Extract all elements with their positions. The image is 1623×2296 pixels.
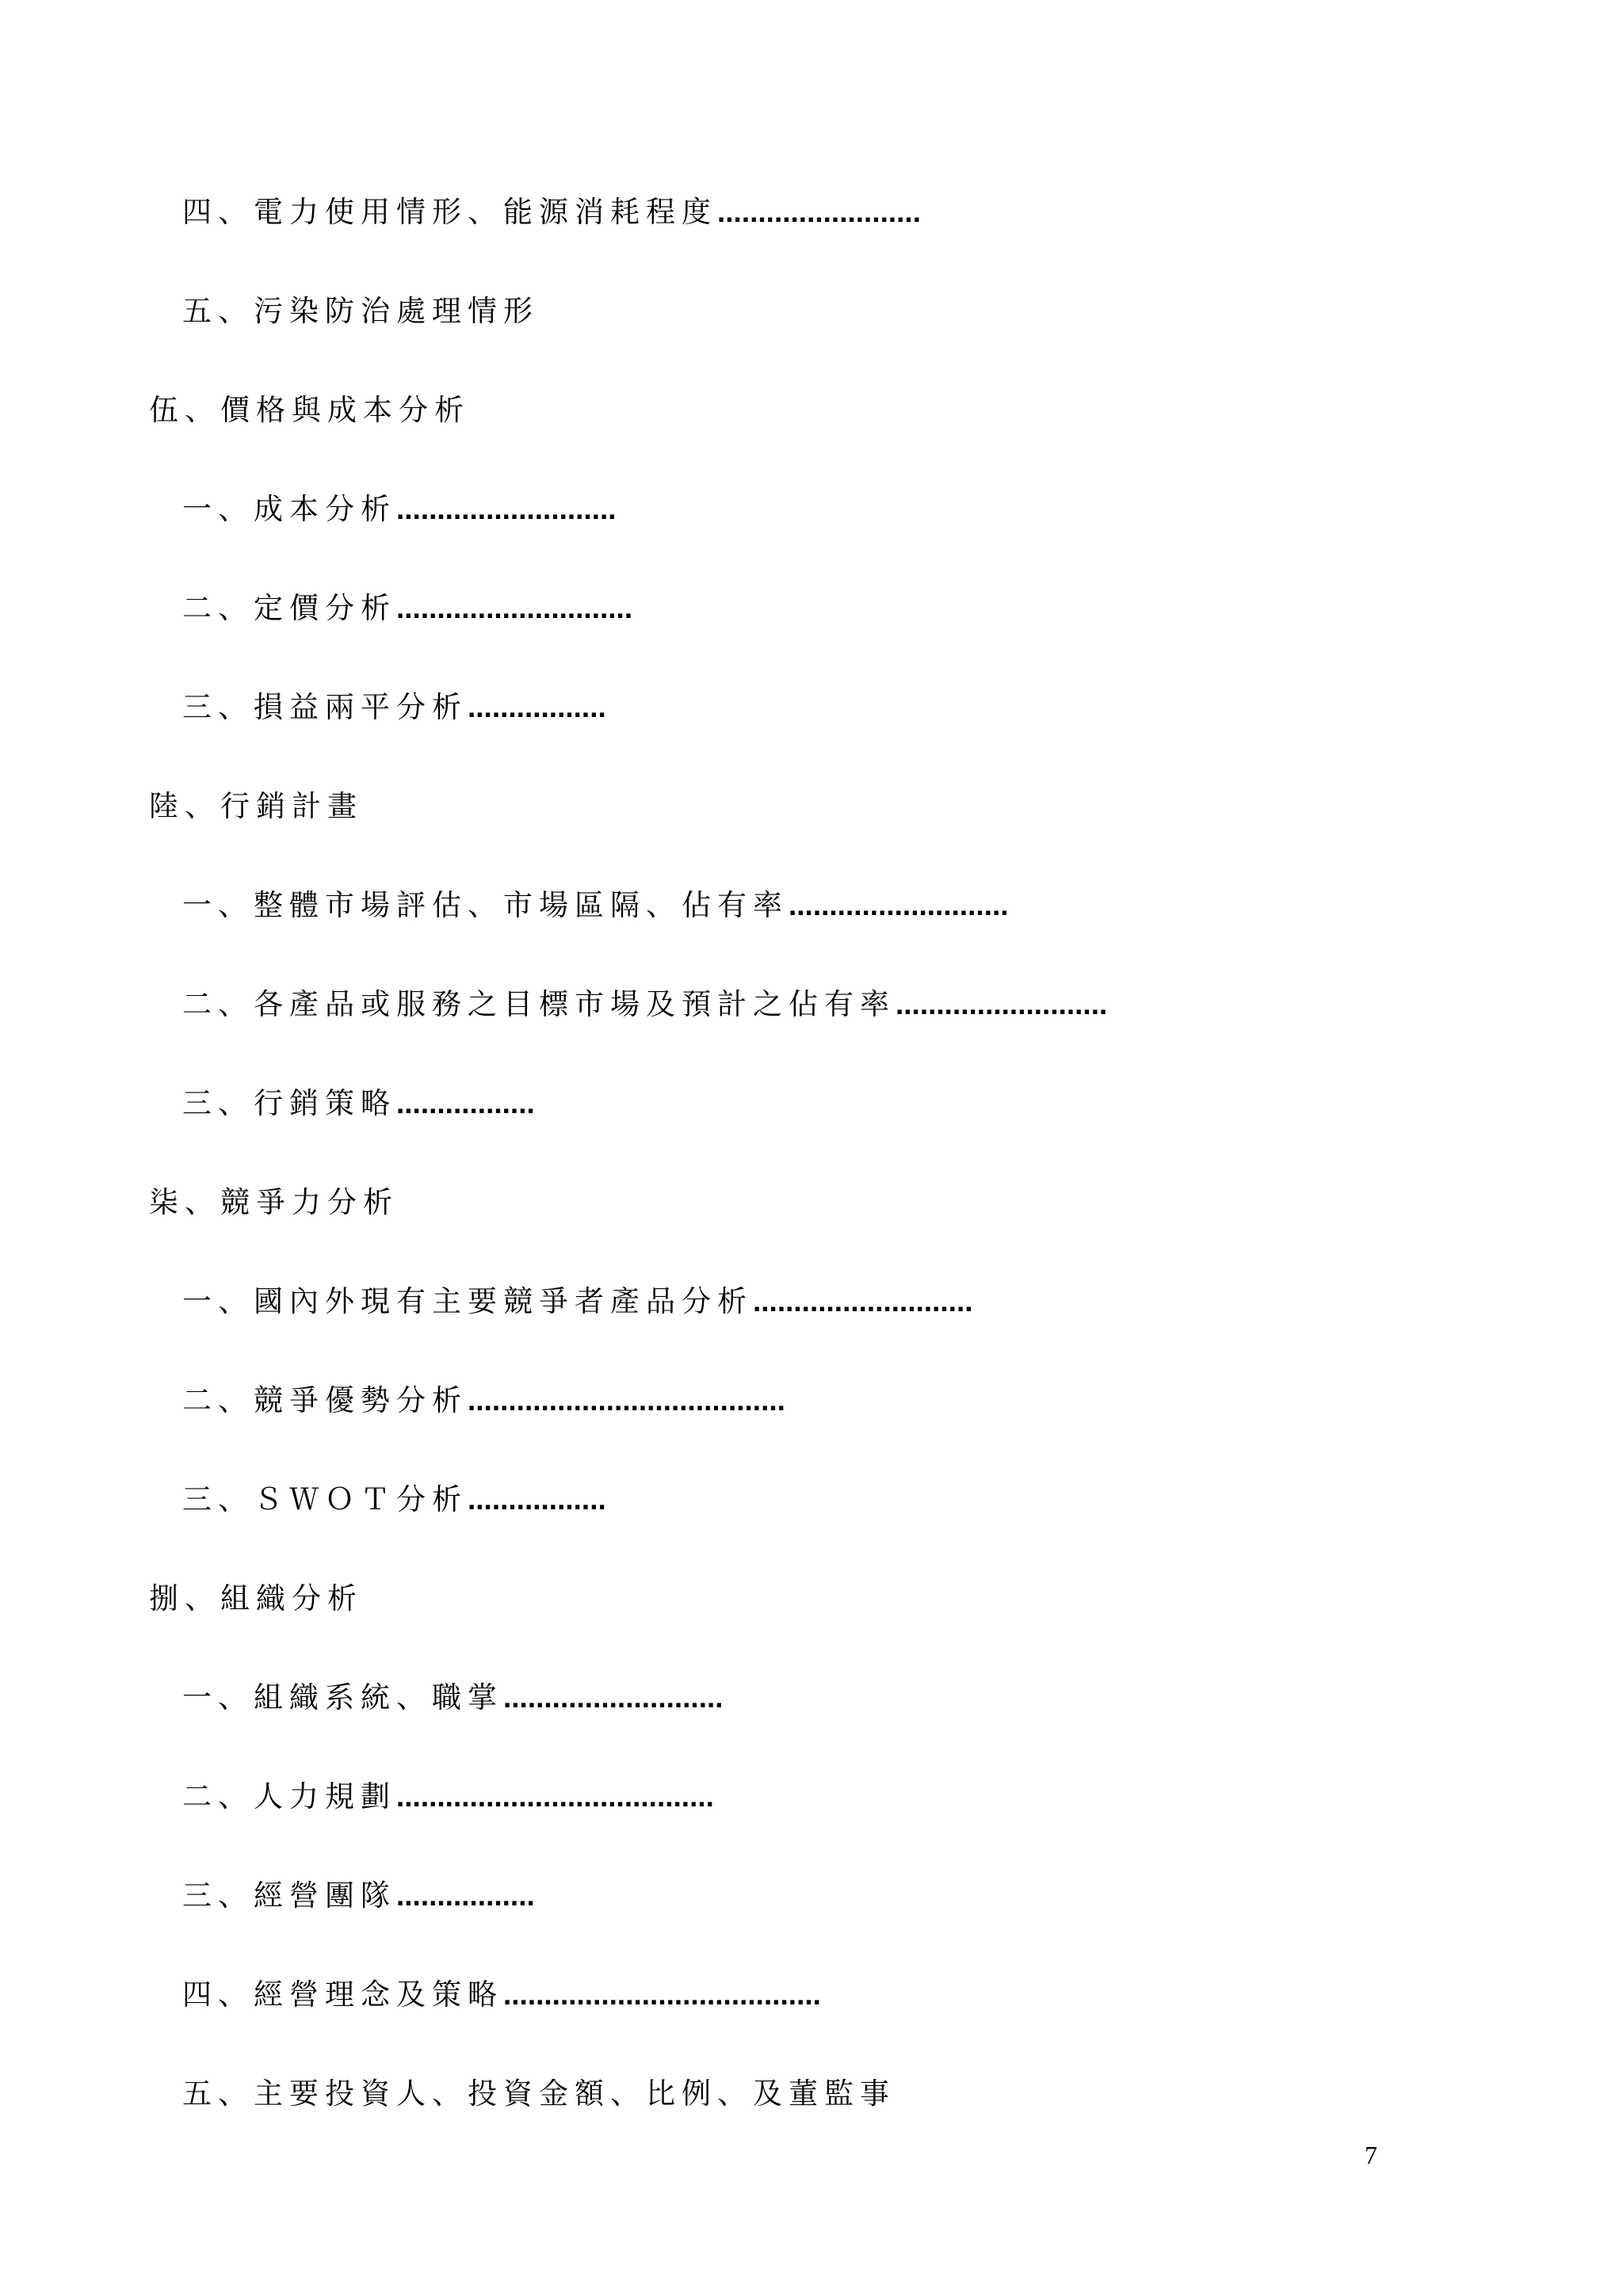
page-number: 7	[1365, 2141, 1377, 2169]
toc-entry-major-investors	[182, 2070, 896, 2118]
toc-leader-dots: .............................	[396, 592, 633, 624]
toc-entry-break-even	[182, 684, 606, 731]
toc-entry-text: 五、污染防治處理情形	[182, 294, 539, 328]
toc-entry-pollution-control	[182, 288, 539, 335]
toc-leader-dots: .......................................	[503, 1978, 821, 2011]
toc-leader-dots: ...........................	[789, 889, 1009, 921]
toc-section-marketing-plan	[149, 783, 363, 830]
toc-leader-dots: .......................................	[468, 1384, 785, 1417]
toc-entry-text: 二、人力規劃	[182, 1779, 396, 1814]
toc-entry-text: 二、各產品或服務之目標市場及預計之佔有率	[182, 987, 896, 1021]
toc-entry-text: 四、經營理念及策略	[182, 1978, 503, 2012]
toc-entry-text: 一、成本分析	[182, 492, 396, 526]
toc-entry-text: 三、經營團隊	[182, 1878, 396, 1913]
toc-entry-power-usage	[182, 189, 921, 236]
toc-entry-manpower-planning	[182, 1773, 714, 1821]
toc-entry-text: 一、整體市場評估、市場區隔、佔有率	[182, 888, 789, 922]
toc-entry-text: 二、定價分析	[182, 591, 396, 625]
toc-entry-swot	[182, 1476, 606, 1524]
toc-leader-dots: .......................................	[396, 1780, 714, 1813]
toc-entry-text: 二、競爭優勢分析	[182, 1383, 468, 1417]
toc-entry-market-assessment	[182, 882, 1009, 929]
toc-leader-dots: ...........................	[753, 1285, 973, 1318]
toc-section-price-cost	[149, 387, 470, 434]
toc-leader-dots: ..........................	[896, 988, 1108, 1020]
toc-entry-text: 三、ＳＷＯＴ分析	[182, 1482, 468, 1516]
toc-entry-cost-analysis	[182, 486, 617, 533]
toc-section-competitiveness	[149, 1179, 399, 1226]
toc-entry-text: 三、行銷策略	[182, 1086, 396, 1120]
toc-leader-dots: .................	[468, 1483, 606, 1516]
toc-entry-text: 三、損益兩平分析	[182, 690, 468, 724]
toc-entry-marketing-strategy	[182, 1080, 535, 1127]
toc-entry-competitor-products	[182, 1278, 973, 1325]
toc-section-text: 伍、價格與成本分析	[149, 393, 470, 427]
toc-section-text: 陸、行銷計畫	[149, 789, 363, 823]
toc-entry-pricing-analysis	[182, 585, 632, 632]
toc-leader-dots: .........................	[717, 196, 921, 228]
toc-entry-org-system	[182, 1674, 724, 1722]
toc-section-text: 柒、競爭力分析	[149, 1185, 399, 1219]
toc-section-text: 捌、組織分析	[149, 1581, 363, 1615]
toc-entry-management-team	[182, 1872, 535, 1920]
toc-entry-target-market	[182, 981, 1107, 1028]
toc-section-organization	[149, 1575, 363, 1623]
toc-entry-text: 一、組織系統、職掌	[182, 1680, 503, 1714]
toc-entry-management-philosophy	[182, 1971, 821, 2019]
toc-leader-dots: ...........................	[396, 493, 617, 525]
toc-entry-competitive-advantage	[182, 1377, 785, 1425]
toc-entry-text: 五、主要投資人、投資金額、比例、及董監事	[182, 2077, 896, 2111]
toc-entry-text: 一、國內外現有主要競爭者產品分析	[182, 1284, 753, 1318]
toc-leader-dots: .................	[468, 691, 606, 723]
toc-leader-dots: ...........................	[503, 1681, 724, 1714]
toc-leader-dots: .................	[396, 1879, 535, 1912]
toc-leader-dots: .................	[396, 1087, 535, 1119]
toc-entry-text: 四、電力使用情形、能源消耗程度	[182, 195, 717, 229]
